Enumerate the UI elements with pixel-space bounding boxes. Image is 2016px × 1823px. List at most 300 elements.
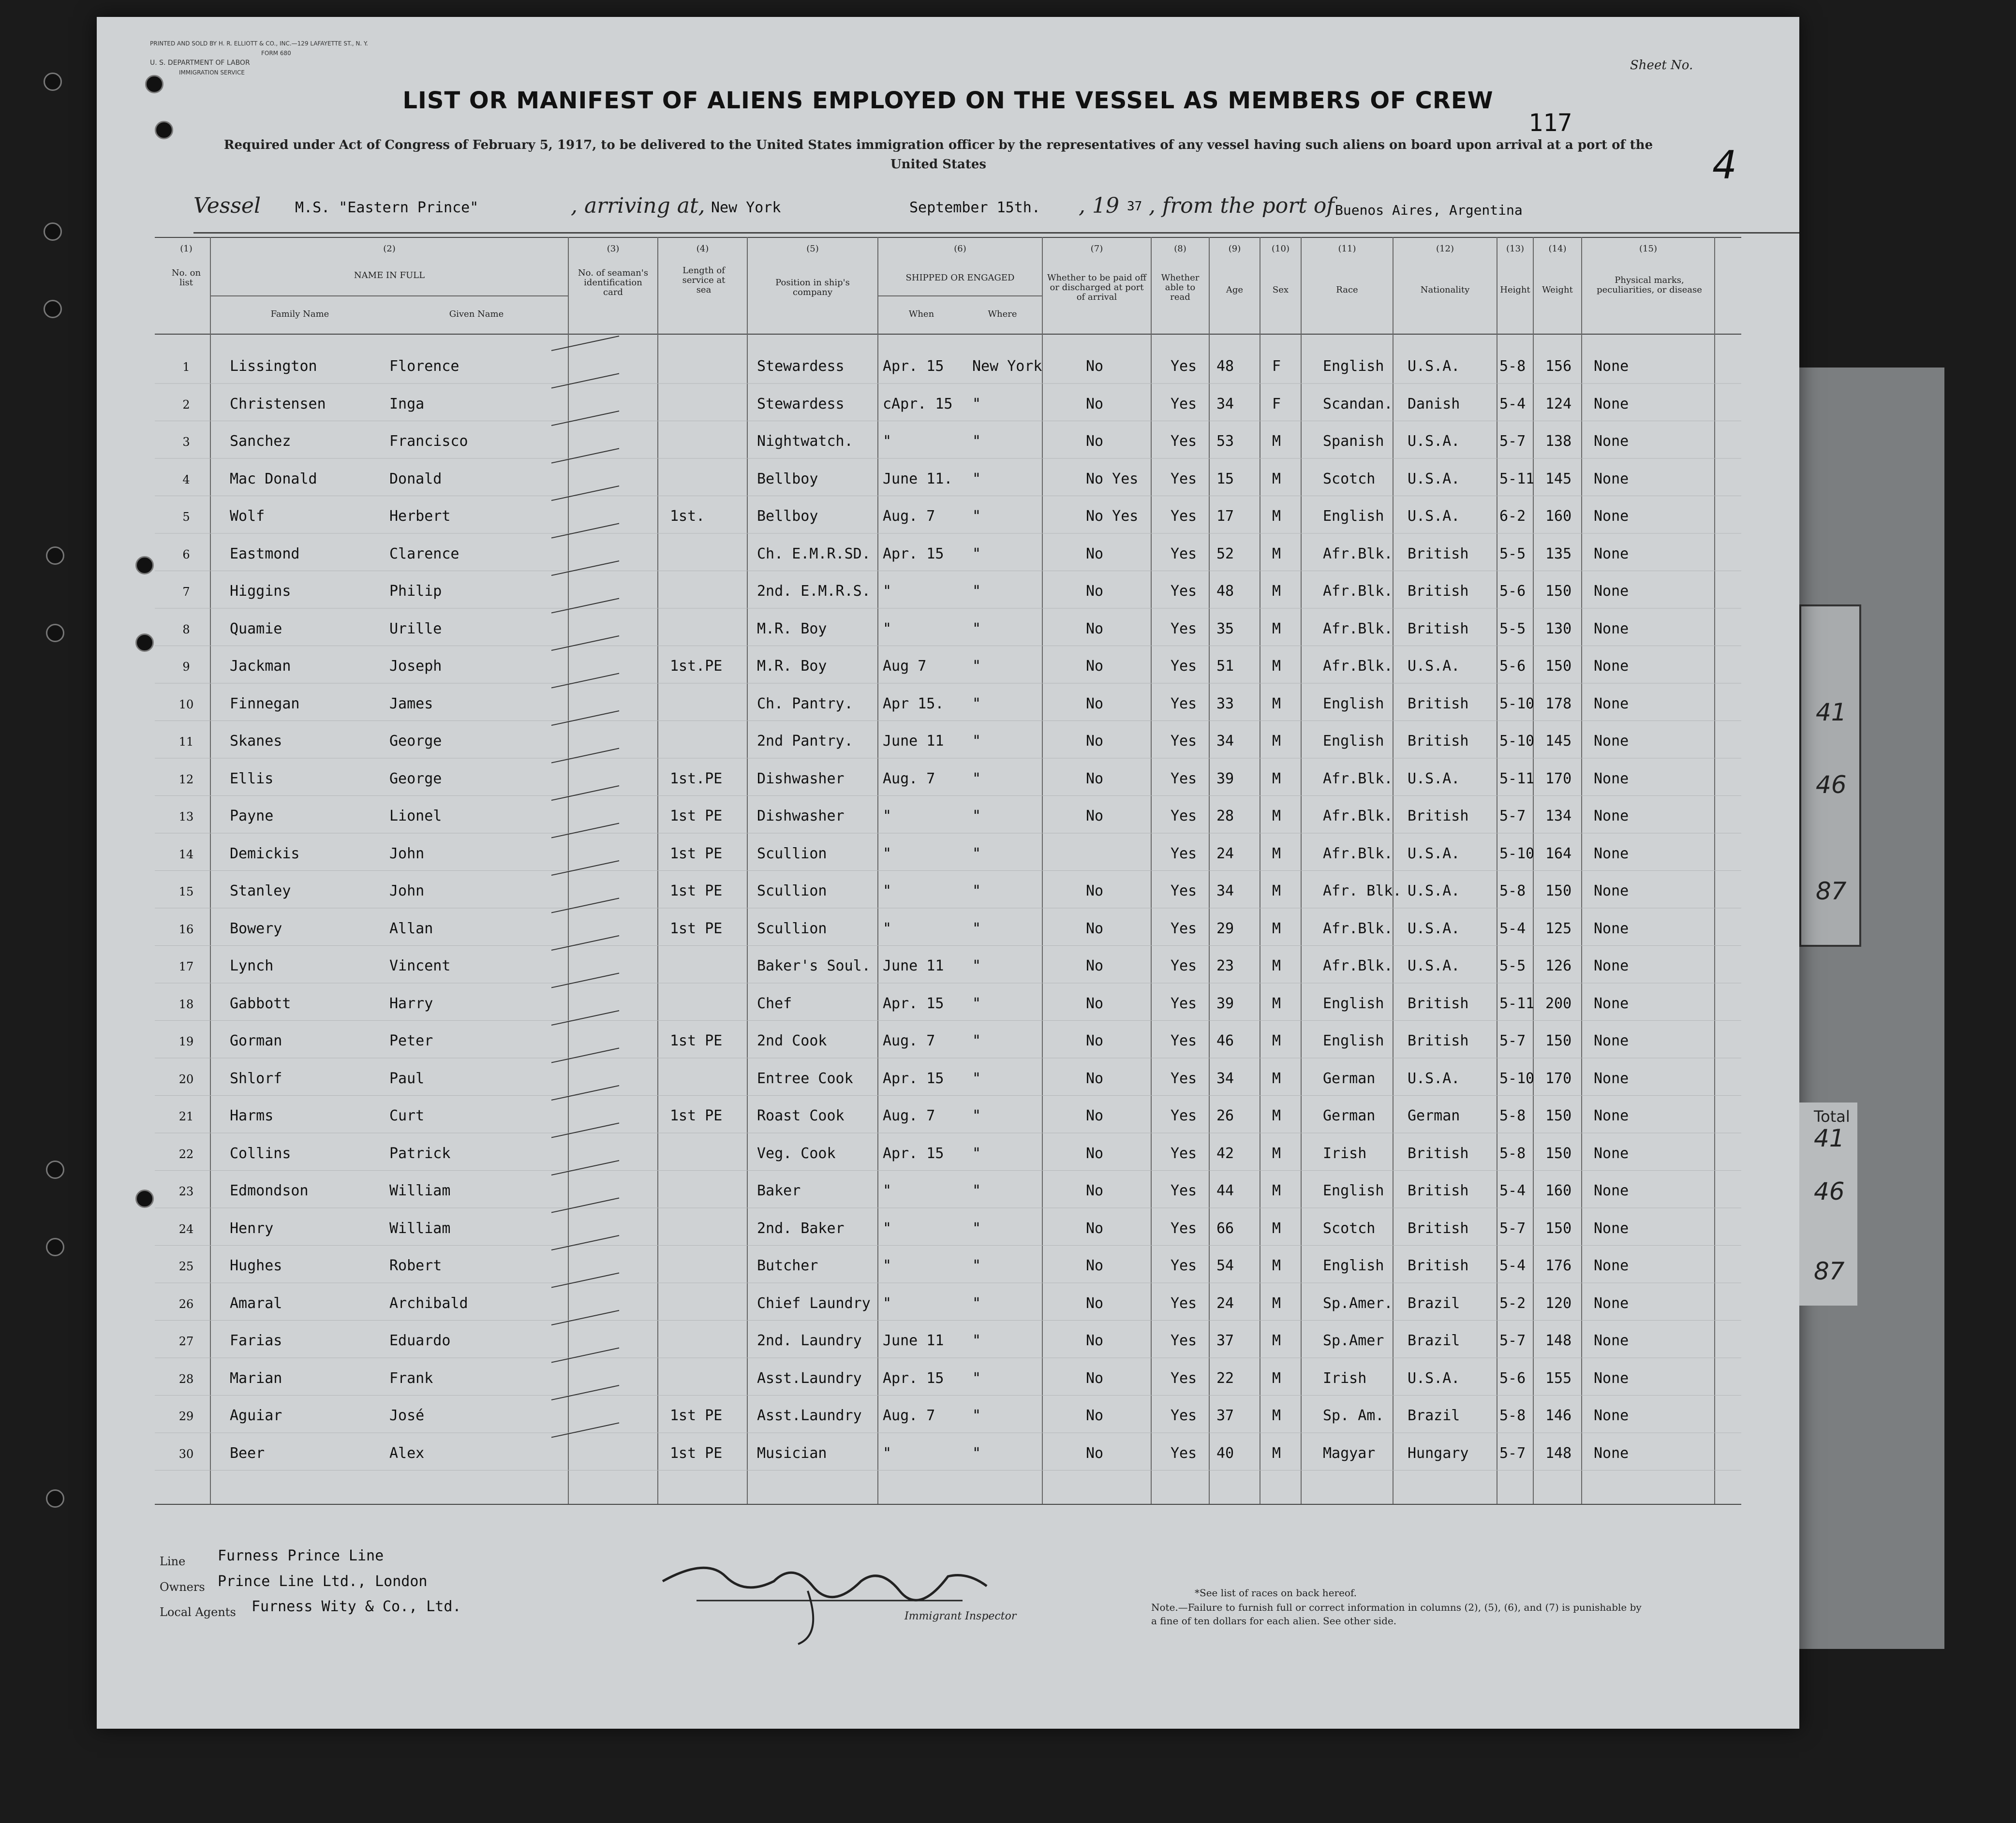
height: 5-8 <box>1499 1407 1526 1424</box>
length-of-service: 1st PE <box>670 882 723 899</box>
physical-marks: None <box>1594 995 1629 1012</box>
shipped-where: New York <box>972 358 1042 375</box>
length-of-service: 1st. <box>670 508 705 525</box>
able-to-read: Yes <box>1171 1257 1197 1274</box>
age: 28 <box>1216 808 1234 824</box>
row-number: 24 <box>178 1222 194 1236</box>
given-name: Vincent <box>389 957 451 974</box>
owners-label: Owners <box>160 1580 205 1594</box>
race: Scotch <box>1323 1220 1376 1237</box>
paid-off: No <box>1086 957 1104 974</box>
penalty-note: Note.—Failure to furnish full or correct information in columns (2), (5), (6), and (7) is punishable by a fine of ten dollars for each alien. See other side. <box>1151 1602 1642 1627</box>
col9-number: (9) <box>1228 244 1241 254</box>
col5-number: (5) <box>806 244 819 254</box>
given-name: Clarence <box>389 545 460 562</box>
sex: M <box>1272 1070 1281 1087</box>
family-name: Christensen <box>230 395 326 412</box>
age: 29 <box>1216 920 1234 937</box>
col-age: Age <box>1226 285 1244 295</box>
position: 2nd. Baker <box>757 1220 845 1237</box>
weight: 155 <box>1545 1369 1572 1387</box>
nationality: Brazil <box>1408 1407 1460 1424</box>
position: Asst.Laundry <box>757 1407 862 1424</box>
height: 5-8 <box>1499 1145 1526 1162</box>
age: 17 <box>1216 508 1234 525</box>
col-physical-marks: Physical marks, peculiarities, or disease <box>1597 275 1702 295</box>
sex: M <box>1272 808 1281 824</box>
physical-marks: None <box>1594 1145 1629 1162</box>
col2-number: (2) <box>383 244 396 254</box>
age: 48 <box>1216 583 1234 600</box>
inspector-signature <box>648 1547 1016 1654</box>
id-card-check-mark <box>551 1011 619 1025</box>
position: Ch. Pantry. <box>757 695 853 712</box>
id-card-check-mark <box>551 823 619 838</box>
nationality: British <box>1408 733 1469 750</box>
height: 5-8 <box>1499 358 1526 375</box>
physical-marks: None <box>1594 1070 1629 1087</box>
id-card-check-mark <box>551 1310 619 1325</box>
paid-off: No <box>1086 882 1104 899</box>
arrival-port: New York <box>711 199 781 216</box>
able-to-read: Yes <box>1171 508 1197 525</box>
family-name: Harms <box>230 1107 274 1124</box>
id-card-check-mark <box>551 936 619 950</box>
paid-off: No <box>1086 1070 1104 1087</box>
nationality: U.S.A. <box>1408 358 1460 375</box>
able-to-read: Yes <box>1171 620 1197 637</box>
tally-46: 46 <box>1816 771 1847 799</box>
nationality: U.S.A. <box>1408 658 1460 675</box>
race: Afr.Blk. <box>1323 620 1393 637</box>
family-name: Shlorf <box>230 1070 282 1087</box>
race: German <box>1323 1107 1376 1124</box>
position: Scullion <box>757 845 827 862</box>
given-name: Frank <box>389 1369 433 1387</box>
physical-marks: None <box>1594 957 1629 974</box>
shipped-where: " <box>972 1369 981 1387</box>
nationality: Hungary <box>1408 1444 1469 1462</box>
height: 5-4 <box>1499 1257 1526 1274</box>
family-name: Quamie <box>230 620 282 637</box>
able-to-read: Yes <box>1171 845 1197 862</box>
age: 39 <box>1216 770 1234 787</box>
shipped-where: " <box>972 695 981 712</box>
able-to-read: Yes <box>1171 1369 1197 1387</box>
family-name: Eastmond <box>230 545 300 562</box>
from-label: , from the port of <box>1149 193 1334 218</box>
able-to-read: Yes <box>1171 470 1197 487</box>
weight: 150 <box>1545 583 1572 600</box>
physical-marks: None <box>1594 433 1629 450</box>
family-name: Henry <box>230 1220 274 1237</box>
row-number: 29 <box>178 1410 194 1423</box>
col-weight: Weight <box>1542 285 1573 295</box>
col6-number: (6) <box>954 244 966 254</box>
age: 37 <box>1216 1407 1234 1424</box>
paid-off: No <box>1086 395 1104 412</box>
weight: 138 <box>1545 433 1572 450</box>
given-name: George <box>389 770 442 787</box>
weight: 170 <box>1545 770 1572 787</box>
nationality: British <box>1408 583 1469 600</box>
physical-marks: None <box>1594 358 1629 375</box>
nationality: U.S.A. <box>1408 882 1460 899</box>
height: 5-2 <box>1499 1294 1526 1312</box>
height: 5-10 <box>1499 695 1535 712</box>
race: Afr.Blk. <box>1323 583 1393 600</box>
col4-number: (4) <box>696 244 709 254</box>
total-87: 87 <box>1814 1257 1845 1285</box>
shipped-where: " <box>972 583 981 600</box>
nationality: Brazil <box>1408 1332 1460 1349</box>
col-when: When <box>908 309 934 319</box>
col-id-card: No. of seaman's identification card <box>578 268 649 297</box>
able-to-read: Yes <box>1171 1220 1197 1237</box>
physical-marks: None <box>1594 733 1629 750</box>
race: Irish <box>1323 1145 1367 1162</box>
family-name: Wolf <box>230 508 265 525</box>
family-name: Sanchez <box>230 433 291 450</box>
paid-off: No Yes <box>1086 508 1139 525</box>
row-number: 4 <box>182 472 190 486</box>
paid-off: No <box>1086 658 1104 675</box>
year-suffix: 37 <box>1127 199 1142 214</box>
age: 34 <box>1216 395 1234 412</box>
position: Dishwasher <box>757 808 845 824</box>
age: 66 <box>1216 1220 1234 1237</box>
physical-marks: None <box>1594 1220 1629 1237</box>
length-of-service: 1st PE <box>670 1444 723 1462</box>
id-card-check-mark <box>551 711 619 725</box>
position: Bellboy <box>757 470 818 487</box>
able-to-read: Yes <box>1171 395 1197 412</box>
id-card-check-mark <box>551 449 619 463</box>
stamp-number: 117 <box>1528 109 1572 137</box>
nationality: U.S.A. <box>1408 920 1460 937</box>
length-of-service: 1st PE <box>670 1032 723 1049</box>
weight: 126 <box>1545 957 1572 974</box>
col3-number: (3) <box>607 244 620 254</box>
nationality: Brazil <box>1408 1294 1460 1312</box>
given-name: Francisco <box>389 433 468 450</box>
position: Roast Cook <box>757 1107 845 1124</box>
shipped-when: Apr 15. <box>883 695 944 712</box>
race: Scandan. <box>1323 395 1393 412</box>
position: Baker's Soul. <box>757 957 871 974</box>
paid-off: No <box>1086 1294 1104 1312</box>
shipped-when: " <box>883 1294 892 1312</box>
sex: F <box>1272 395 1281 412</box>
shipped-when: " <box>883 620 892 637</box>
position: Baker <box>757 1182 801 1199</box>
paid-off: No <box>1086 620 1104 637</box>
age: 37 <box>1216 1332 1234 1349</box>
physical-marks: None <box>1594 545 1629 562</box>
given-name: Joseph <box>389 658 442 675</box>
col-position: Position in ship's company <box>775 278 850 297</box>
vessel-name: M.S. "Eastern Prince" <box>295 199 479 216</box>
row-number: 9 <box>182 660 190 674</box>
paid-off: No <box>1086 808 1104 824</box>
row-number: 15 <box>178 885 194 898</box>
sex: M <box>1272 658 1281 675</box>
height: 5-5 <box>1499 957 1526 974</box>
race: English <box>1323 695 1384 712</box>
nationality: U.S.A. <box>1408 770 1460 787</box>
row-number: 6 <box>182 547 190 561</box>
weight: 150 <box>1545 1107 1572 1124</box>
given-name: George <box>389 733 442 750</box>
shipped-when: June 11 <box>883 1332 944 1349</box>
shipped-where: " <box>972 433 981 450</box>
shipped-where: " <box>972 620 981 637</box>
able-to-read: Yes <box>1171 882 1197 899</box>
position: Chief Laundry <box>757 1294 871 1312</box>
sex: M <box>1272 733 1281 750</box>
shipped-when: Apr. 15 <box>883 1145 944 1162</box>
nationality: U.S.A. <box>1408 508 1460 525</box>
id-card-check-mark <box>551 1348 619 1363</box>
shipped-where: " <box>972 845 981 862</box>
shipped-where: " <box>972 995 981 1012</box>
row-number: 16 <box>178 922 194 936</box>
age: 33 <box>1216 695 1234 712</box>
length-of-service: 1st PE <box>670 920 723 937</box>
shipped-where: " <box>972 808 981 824</box>
height: 5-4 <box>1499 1182 1526 1199</box>
able-to-read: Yes <box>1171 1032 1197 1049</box>
position: Musician <box>757 1444 827 1462</box>
family-name: Aguiar <box>230 1407 282 1424</box>
age: 34 <box>1216 882 1234 899</box>
race: Sp.Amer. <box>1323 1294 1393 1312</box>
able-to-read: Yes <box>1171 583 1197 600</box>
given-name: Lionel <box>389 808 442 824</box>
height: 5-8 <box>1499 1107 1526 1124</box>
row-number: 10 <box>178 697 194 711</box>
sex: M <box>1272 470 1281 487</box>
corner-number: 4 <box>1712 143 1737 188</box>
physical-marks: None <box>1594 1332 1629 1349</box>
able-to-read: Yes <box>1171 1070 1197 1087</box>
shipped-where: " <box>972 1032 981 1049</box>
shipped-where: " <box>972 882 981 899</box>
id-card-check-mark <box>551 486 619 500</box>
family-name: Ellis <box>230 770 274 787</box>
total-41: 41 <box>1814 1124 1845 1152</box>
sex: M <box>1272 1407 1281 1424</box>
race: Magyar <box>1323 1444 1376 1462</box>
col-family-name: Family Name <box>270 309 329 319</box>
given-name: Urille <box>389 620 442 637</box>
paid-off: No <box>1086 1182 1104 1199</box>
given-name: William <box>389 1182 451 1199</box>
shipped-when: Aug 7 <box>883 658 927 675</box>
id-card-check-mark <box>551 1123 619 1138</box>
position: 2nd Cook <box>757 1032 827 1049</box>
family-name: Mac Donald <box>230 470 317 487</box>
shipped-when: Apr. 15 <box>883 545 944 562</box>
race: English <box>1323 1257 1384 1274</box>
paid-off: No <box>1086 1032 1104 1049</box>
races-note: *See list of races on back hereof. <box>1195 1587 1357 1599</box>
position: M.R. Boy <box>757 658 827 675</box>
given-name: Alex <box>389 1444 425 1462</box>
sex: M <box>1272 1182 1281 1199</box>
row-number: 17 <box>178 960 194 973</box>
row-number: 7 <box>182 585 190 599</box>
nationality: British <box>1408 1257 1469 1274</box>
sex: M <box>1272 433 1281 450</box>
col10-number: (10) <box>1272 244 1290 254</box>
height: 5-4 <box>1499 395 1526 412</box>
sex: M <box>1272 995 1281 1012</box>
arrival-date: September 15th. <box>909 199 1040 216</box>
nationality: British <box>1408 1032 1469 1049</box>
given-name: Robert <box>389 1257 442 1274</box>
row-number: 25 <box>178 1260 194 1273</box>
physical-marks: None <box>1594 695 1629 712</box>
shipped-where: " <box>972 1257 981 1274</box>
able-to-read: Yes <box>1171 433 1197 450</box>
paid-off: No <box>1086 920 1104 937</box>
physical-marks: None <box>1594 395 1629 412</box>
able-to-read: Yes <box>1171 1107 1197 1124</box>
given-name: Archibald <box>389 1294 468 1312</box>
age: 51 <box>1216 658 1234 675</box>
shipped-where: " <box>972 1220 981 1237</box>
given-name: Eduardo <box>389 1332 451 1349</box>
paid-off: No <box>1086 583 1104 600</box>
nationality: U.S.A. <box>1408 433 1460 450</box>
age: 44 <box>1216 1182 1234 1199</box>
id-card-check-mark <box>551 1423 619 1438</box>
sex: M <box>1272 1032 1281 1049</box>
given-name: Peter <box>389 1032 433 1049</box>
service-name: IMMIGRATION SERVICE <box>179 69 245 76</box>
family-name: Amaral <box>230 1294 282 1312</box>
shipped-when: Apr. 15 <box>883 995 944 1012</box>
able-to-read: Yes <box>1171 1145 1197 1162</box>
sex: M <box>1272 545 1281 562</box>
shipped-when: " <box>883 1182 892 1199</box>
paid-off: No <box>1086 433 1104 450</box>
sex: F <box>1272 358 1281 375</box>
agents-value: Furness Wity & Co., Ltd. <box>252 1598 461 1615</box>
physical-marks: None <box>1594 770 1629 787</box>
col-sex: Sex <box>1272 285 1289 295</box>
family-name: Gorman <box>230 1032 282 1049</box>
length-of-service: 1st PE <box>670 1107 723 1124</box>
weight: 148 <box>1545 1444 1572 1462</box>
shipped-when: " <box>883 808 892 824</box>
total-label: Total <box>1814 1107 1850 1126</box>
weight: 150 <box>1545 1145 1572 1162</box>
id-card-check-mark <box>551 1385 619 1400</box>
nationality: British <box>1408 1182 1469 1199</box>
race: Afr.Blk. <box>1323 920 1393 937</box>
id-card-check-mark <box>551 1273 619 1288</box>
col-shipped-or-engaged: SHIPPED OR ENGAGED <box>905 273 1015 283</box>
col-no-on-list: No. on list <box>171 268 201 288</box>
shipped-where: " <box>972 733 981 750</box>
row-number: 2 <box>182 397 190 412</box>
height: 5-6 <box>1499 658 1526 675</box>
race: English <box>1323 358 1384 375</box>
shipped-where: " <box>972 1107 981 1124</box>
shipped-when: " <box>883 1444 892 1462</box>
position: Stewardess <box>757 358 845 375</box>
position: Scullion <box>757 920 827 937</box>
row-number: 13 <box>178 810 194 823</box>
weight: 200 <box>1545 995 1572 1012</box>
able-to-read: Yes <box>1171 920 1197 937</box>
shipped-when: Apr. 15 <box>883 1369 944 1387</box>
paid-off: No <box>1086 695 1104 712</box>
length-of-service: 1st.PE <box>670 658 723 675</box>
shipped-when: " <box>883 920 892 937</box>
length-of-service: 1st.PE <box>670 770 723 787</box>
physical-marks: None <box>1594 1107 1629 1124</box>
weight: 160 <box>1545 508 1572 525</box>
physical-marks: None <box>1594 808 1629 824</box>
weight: 150 <box>1545 658 1572 675</box>
sex: M <box>1272 1107 1281 1124</box>
given-name: John <box>389 845 425 862</box>
col-length-of-service: Length of service at sea <box>682 265 726 295</box>
row-number: 3 <box>182 435 190 449</box>
shipped-where: " <box>972 920 981 937</box>
paid-off: No Yes <box>1086 470 1139 487</box>
shipped-where: " <box>972 658 981 675</box>
row-number: 1 <box>182 360 190 374</box>
tally-41: 41 <box>1816 698 1847 726</box>
height: 5-10 <box>1499 845 1535 862</box>
given-name: Harry <box>389 995 433 1012</box>
form-title: LIST OR MANIFEST OF ALIENS EMPLOYED ON THE VESSEL AS MEMBERS OF CREW <box>402 87 1494 114</box>
nationality: British <box>1408 1145 1469 1162</box>
nationality: U.S.A. <box>1408 845 1460 862</box>
weight: 120 <box>1545 1294 1572 1312</box>
given-name: Patrick <box>389 1145 451 1162</box>
age: 39 <box>1216 995 1234 1012</box>
position: Asst.Laundry <box>757 1369 862 1387</box>
height: 5-4 <box>1499 920 1526 937</box>
position: 2nd. Laundry <box>757 1332 862 1349</box>
family-name: Hughes <box>230 1257 282 1274</box>
height: 5-7 <box>1499 433 1526 450</box>
position: M.R. Boy <box>757 620 827 637</box>
family-name: Gabbott <box>230 995 291 1012</box>
nationality: British <box>1408 695 1469 712</box>
family-name: Bowery <box>230 920 282 937</box>
age: 24 <box>1216 845 1234 862</box>
position: 2nd. E.M.R.S. <box>757 583 871 600</box>
paid-off: No <box>1086 995 1104 1012</box>
id-card-check-mark <box>551 561 619 575</box>
race: Afr.Blk. <box>1323 545 1393 562</box>
shipped-when: June 11. <box>883 470 953 487</box>
shipped-where: " <box>972 470 981 487</box>
weight: 145 <box>1545 733 1572 750</box>
row-number: 14 <box>178 847 194 861</box>
shipped-when: " <box>883 1220 892 1237</box>
weight: 160 <box>1545 1182 1572 1199</box>
given-name: William <box>389 1220 451 1237</box>
paid-off: No <box>1086 1257 1104 1274</box>
age: 35 <box>1216 620 1234 637</box>
